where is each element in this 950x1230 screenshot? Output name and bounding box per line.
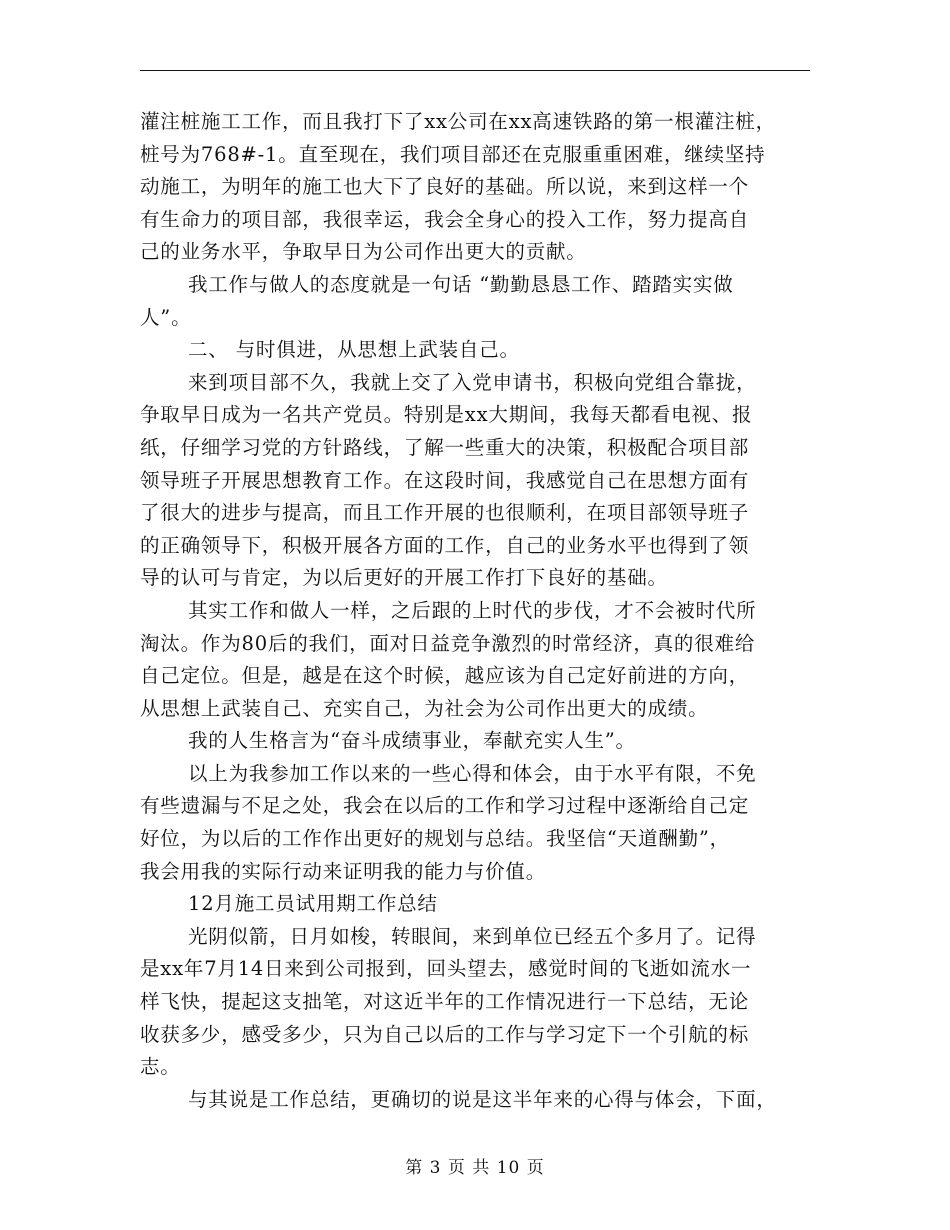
- text-line: 灌注桩施工工作，而且我打下了xx公司在xx高速铁路的第一根灌注桩，: [140, 110, 776, 133]
- text-line: 动施工，为明年的施工也大下了良好的基础。所以说，来到这样一个: [140, 175, 750, 199]
- text-line: 有些遗漏与不足之处，我会在以后的工作和学习过程中逐渐给自己定: [140, 794, 750, 818]
- text-line: 争取早日成为一名共产党员。特别是xx大期间，我每天都看电视、报: [140, 403, 753, 427]
- text-line: 领导班子开展思想教育工作。在这段时间，我感觉自己在思想方面有: [140, 468, 750, 492]
- text-line: 导的认可与肯定，为以后更好的开展工作打下良好的基础。: [140, 566, 668, 590]
- text-line: 光阴似箭，日月如梭，转眼间，来到单位已经五个多月了。记得: [188, 924, 757, 948]
- text-line: 志。: [140, 1055, 181, 1079]
- text-line: 从思想上武装自己、充实自己，为社会为公司作出更大的成绩。: [140, 696, 709, 720]
- text-line: 来到项目部不久，我就上交了入党申请书，积极向党组合靠拢，: [188, 370, 757, 394]
- text-line: 二、 与时俱进，从思想上武装自己。: [188, 338, 520, 362]
- text-line: 纸，仔细学习党的方针路线，了解一些重大的决策，积极配合项目部: [140, 435, 750, 459]
- text-line: 有生命力的项目部，我很幸运，我会全身心的投入工作，努力提高自: [140, 207, 750, 231]
- text-line: 收获多少，感受多少，只为自己以后的工作与学习定下一个引航的标: [140, 1022, 750, 1046]
- text-line: 我工作与做人的态度就是一句话 “勤勤恳恳工作、踏踏实实做: [188, 272, 734, 296]
- text-line: 好位，为以后的工作作出更好的规划与总结。我坚信“天道酬勤”，: [140, 827, 730, 851]
- text-line: 的正确领导下，积极开展各方面的工作，自己的业务水平也得到了领: [140, 533, 750, 557]
- text-line: 淘汰。作为80后的我们，面对日益竞争激烈的时常经济，真的很难给: [140, 631, 756, 655]
- text-line: 人”。: [140, 305, 192, 329]
- text-line: 是xx年7月14日来到公司报到，回头望去，感觉时间的飞逝如流水一: [140, 957, 752, 981]
- text-line: 己的业务水平，争取早日为公司作出更大的贡献。: [140, 240, 587, 264]
- text-line: 桩号为768#-1。直至现在，我们项目部还在克服重重困难，继续坚持: [140, 142, 766, 166]
- text-line: 以上为我参加工作以来的一些心得和体会，由于水平有限，不免: [188, 761, 757, 785]
- text-line: 我的人生格言为“奋斗成绩事业，奉献充实人生”。: [188, 729, 636, 753]
- text-line: 与其说是工作总结，更确切的说是这半年来的心得与体会，下面，: [188, 1087, 777, 1111]
- text-line: 12月施工员试用期工作总结: [188, 892, 438, 916]
- text-line: 其实工作和做人一样，之后跟的上时代的步伐，才不会被时代所: [188, 598, 757, 622]
- header-rule: [140, 70, 810, 71]
- text-line: 样飞快，提起这支拙笔，对这近半年的工作情况进行一下总结，无论: [140, 990, 750, 1014]
- page-number-footer: 第 3 页 共 10 页: [405, 1158, 545, 1178]
- document-body: [140, 106, 820, 1116]
- text-line: 了很大的进步与提高，而且工作开展的也很顺利，在项目部领导班子: [140, 501, 750, 525]
- text-line: 我会用我的实际行动来证明我的能力与价值。: [140, 859, 547, 883]
- text-line: 自己定位。但是，越是在这个时候，越应该为自己定好前进的方向，: [140, 664, 750, 688]
